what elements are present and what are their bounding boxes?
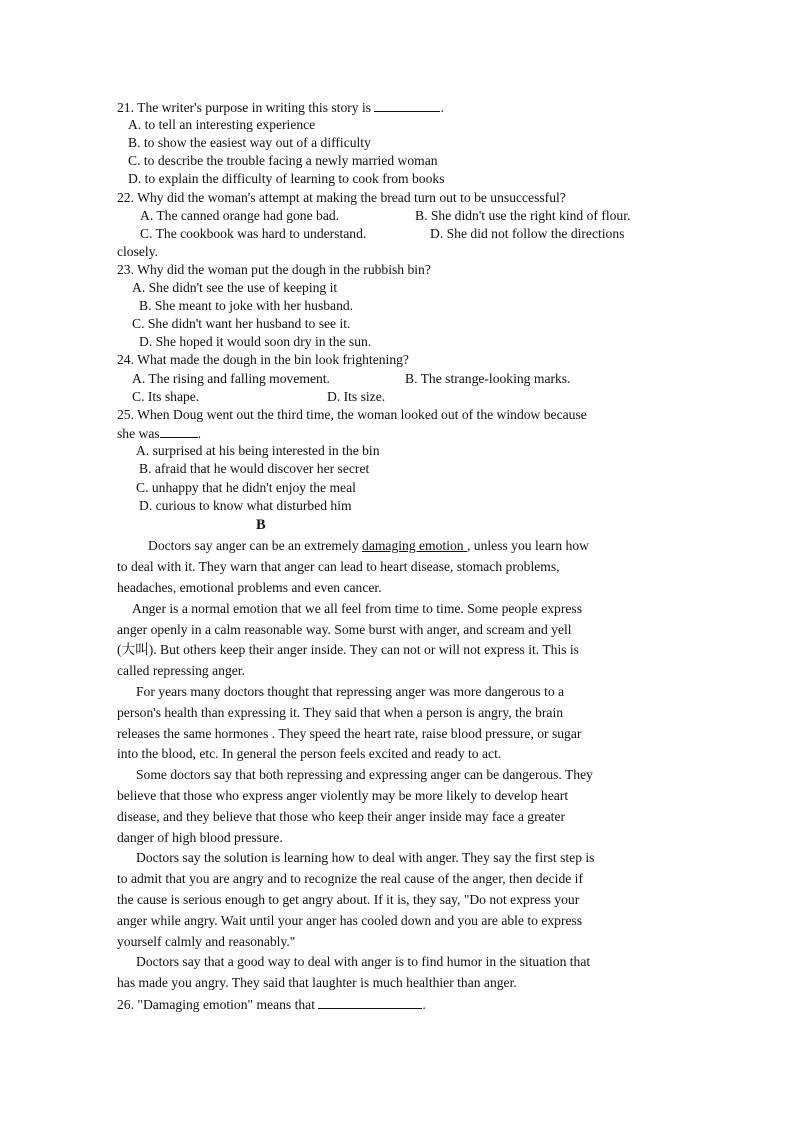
question-22-option-d: D. She did not follow the directions [430, 226, 625, 241]
question-26-stem [117, 995, 426, 1014]
question-24-option-c: C. Its shape. [132, 389, 200, 404]
passage-line: believe that those who express anger violently may be more likely to develop heart [117, 788, 569, 803]
answer-blank [374, 98, 440, 112]
passage-line: called repressing anger. [117, 663, 245, 678]
passage-line: anger openly in a calm reasonable way. Some burst with anger, and scream and yell [117, 622, 572, 637]
passage-line: person's health than expressing it. They said that when a person is angry, the brain [117, 705, 564, 720]
question-24-option-d: D. Its size. [327, 389, 386, 404]
question-23-option-c: C. She didn't want her husband to see it. [132, 316, 351, 331]
question-21-text: 21. The writer's purpose in writing this story is [117, 100, 372, 115]
question-25-end: . [197, 426, 202, 441]
passage-line [148, 537, 589, 555]
question-23-option-a: A. She didn't see the use of keeping it [132, 280, 338, 295]
passage-line: Doctors say that a good way to deal with anger is to find humor in the situation that [136, 954, 591, 969]
question-26-end: . [422, 997, 426, 1012]
underlined-phrase: damaging emotion [362, 538, 467, 553]
passage-line: into the blood, etc. In general the person feels excited and ready to act. [117, 746, 502, 761]
question-21-end: . [440, 100, 444, 115]
question-21-option-d: D. to explain the difficulty of learning to cook from books [128, 171, 445, 186]
question-25-option-a: A. surprised at his being interested in the bin [136, 443, 380, 458]
question-23-stem: 23. Why did the woman put the dough in the rubbish bin? [117, 262, 431, 277]
question-21-option-a: A. to tell an interesting experience [128, 117, 316, 132]
question-22-option-a: A. The canned orange had gone bad. [140, 208, 340, 223]
question-22-option-d-cont: closely. [117, 244, 159, 259]
question-25-stem: 25. When Doug went out the third time, the woman looked out of the window because [117, 407, 587, 422]
passage-line: Anger is a normal emotion that we all feel from time to time. Some people express [132, 601, 582, 616]
passage-text: Doctors say anger can be an extremely [148, 538, 363, 553]
passage-line: releases the same hormones . They speed the heart rate, raise blood pressure, or sugar [117, 726, 582, 741]
answer-blank [160, 424, 198, 438]
passage-line: Some doctors say that both repressing and expressing anger can be dangerous. They [136, 767, 593, 782]
passage-line: For years many doctors thought that repressing anger was more dangerous to a [136, 684, 565, 699]
passage-text: , unless you learn how [466, 538, 589, 553]
question-24-option-b: B. The strange-looking marks. [405, 371, 571, 386]
passage-line: the cause is serious enough to get angry about. If it is, they say, "Do not express your [117, 892, 580, 907]
question-22-option-b: B. She didn't use the right kind of flour. [415, 208, 631, 223]
question-26-text: 26. "Damaging emotion" means that [117, 997, 315, 1012]
passage-line: (大叫). But others keep their anger inside. They can not or will not express it. This is [117, 642, 579, 657]
question-25-option-b: B. afraid that he would discover her secret [139, 461, 370, 476]
passage-line: anger while angry. Wait until your anger has cooled down and you are able to express [117, 913, 583, 928]
passage-line: headaches, emotional problems and even cancer. [117, 580, 382, 595]
answer-blank [318, 995, 422, 1009]
passage-line: has made you angry. They said that laughter is much healthier than anger. [117, 975, 517, 990]
question-24-option-a: A. The rising and falling movement. [132, 371, 330, 386]
question-25-option-d: D. curious to know what disturbed him [139, 498, 352, 513]
section-b-heading: B [256, 517, 266, 533]
question-21-option-c: C. to describe the trouble facing a newly married woman [128, 153, 438, 168]
question-22-option-c: C. The cookbook was hard to understand. [140, 226, 367, 241]
question-22-stem: 22. Why did the woman's attempt at making the bread turn out to be unsuccessful? [117, 190, 566, 205]
question-24-stem: 24. What made the dough in the bin look frightening? [117, 352, 409, 367]
passage-line: danger of high blood pressure. [117, 830, 283, 845]
passage-line: yourself calmly and reasonably." [117, 934, 296, 949]
question-23-option-d: D. She hoped it would soon dry in the sun. [139, 334, 372, 349]
passage-line: to deal with it. They warn that anger can lead to heart disease, stomach problems, [117, 559, 560, 574]
passage-line: to admit that you are angry and to recognize the real cause of the anger, then decide if [117, 871, 583, 886]
passage-line: Doctors say the solution is learning how to deal with anger. They say the first step is [136, 850, 595, 865]
question-25-option-c: C. unhappy that he didn't enjoy the meal [136, 480, 356, 495]
question-23-option-b: B. She meant to joke with her husband. [139, 298, 354, 313]
question-21-option-b: B. to show the easiest way out of a difficulty [128, 135, 371, 150]
question-21-stem [117, 98, 444, 117]
passage-line: disease, and they believe that those who keep their anger inside may face a greater [117, 809, 566, 824]
question-25-stem-cont [117, 424, 201, 443]
question-25-text-2: she was [117, 426, 160, 441]
